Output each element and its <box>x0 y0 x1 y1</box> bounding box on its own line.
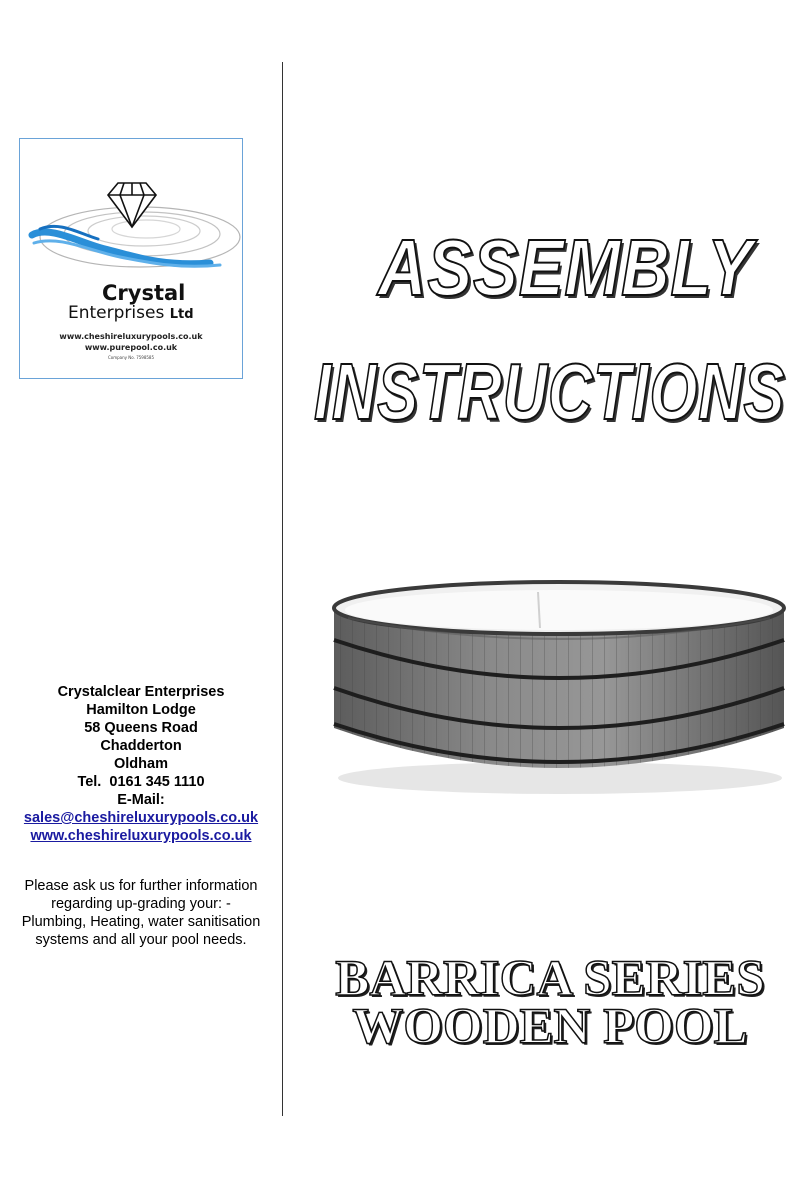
email-link[interactable]: sales@cheshireluxurypools.co.uk <box>23 810 259 826</box>
upgrade-note <box>0 877 282 949</box>
logo-url-purepool: www.purepool.co.uk <box>84 343 178 352</box>
logo-company-subtitle <box>68 303 194 323</box>
email-label: E-Mail: <box>117 792 165 808</box>
wooden-pool-image <box>328 578 790 800</box>
product-name: WOODEN POOL <box>352 999 748 1055</box>
company-logo <box>19 138 243 379</box>
website-link[interactable]: www.cheshireluxurypools.co.uk <box>30 828 252 844</box>
logo-ltd: Ltd <box>169 307 194 322</box>
title-assembly: ASSEMBLY <box>378 223 754 312</box>
contact-name: Crystalclear Enterprises <box>57 684 225 700</box>
note-line-3: Plumbing, Heating, water sanitisation <box>21 914 261 930</box>
address-line-2: 58 Queens Road <box>84 720 198 736</box>
address-line-4: Oldham <box>114 756 168 772</box>
series-name: BARRICA SERIES <box>335 951 765 1007</box>
telephone: Tel. 0161 345 1110 <box>77 774 205 790</box>
address-line-3: Chadderton <box>100 738 182 754</box>
logo-company-number: Company No. 7598585 <box>107 355 155 360</box>
title-instructions: INSTRUCTIONS <box>314 347 786 436</box>
contact-block <box>0 683 282 845</box>
logo-company-name: Crystal <box>102 281 186 305</box>
logo-url-cheshire: www.cheshireluxurypools.co.uk <box>59 332 203 341</box>
column-divider <box>282 62 283 1116</box>
note-line-4: systems and all your pool needs. <box>35 932 247 948</box>
note-line-1: Please ask us for further information <box>24 878 258 894</box>
logo-enterprises: Enterprises <box>68 303 165 323</box>
note-line-2: regarding up-grading your: - <box>51 896 231 912</box>
address-line-1: Hamilton Lodge <box>86 702 196 718</box>
